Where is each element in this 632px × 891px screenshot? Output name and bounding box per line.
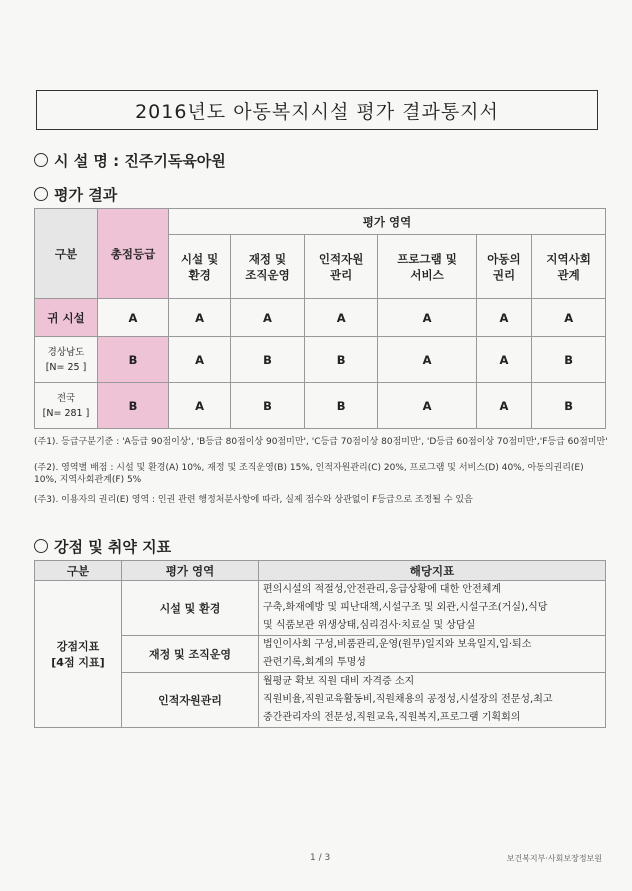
page-number: 1 / 3 <box>310 853 331 863</box>
row-sub: [N= 25 ] <box>45 361 87 373</box>
strength-area: 재정 및 조직운영 <box>122 636 259 673</box>
strength-table <box>34 560 606 728</box>
note-3: (주3). 이용자의 권리(E) 영역 : 인권 관련 행정처분사항에 따라, 실제 점수와 상관없이 F등급으로 조정될 수 있음 <box>34 495 473 505</box>
col-total-header: 총점등급 <box>98 209 169 299</box>
result-row <box>35 383 606 429</box>
indicator-line: 직원비율,직원교육활동비,직원채용의 공정성,시설장의 전문성,최고 <box>263 694 553 705</box>
strength-group-cell <box>35 581 122 728</box>
area-grade: A <box>378 383 476 429</box>
area-grade: A <box>378 337 476 383</box>
indicator-line: 중간관리자의 전문성,직원교육,직원복지,프로그램 기획회의 <box>263 712 521 723</box>
indicator-line: 법인이사회 구성,비품관리,운영(원무)일지와 보육일지,입·퇴소 <box>263 639 532 650</box>
area-header-4: 아동의 권리 <box>476 235 532 299</box>
row-name: 경상남도 <box>47 346 85 358</box>
area-grade: B <box>532 383 606 429</box>
col-area-header: 평가 영역 <box>122 561 259 581</box>
row-label <box>35 383 98 429</box>
area-header-2: 인적자원 관리 <box>304 235 378 299</box>
row-name: 전국 <box>56 392 76 404</box>
area-grade: A <box>532 299 606 337</box>
area-grade: A <box>378 299 476 337</box>
area-header-5: 지역사회 관계 <box>532 235 606 299</box>
indicator-line: 구축,화재예방 및 피난대책,시설구조 및 외관,시설구조(거실),식당 <box>263 602 548 613</box>
total-grade: A <box>98 299 169 337</box>
area-grade: A <box>304 299 378 337</box>
col-group-header: 구분 <box>35 209 98 299</box>
area-grade: B <box>304 383 378 429</box>
indicator-line: 월평균 확보 직원 대비 자격증 소지 <box>263 676 415 687</box>
result-heading <box>34 184 117 205</box>
page-title: 2016년도 아동복지시설 평가 결과통지서 <box>36 90 598 130</box>
indicator-line: 편의시설의 적절성,안전관리,응급상황에 대한 안전체계 <box>263 584 502 595</box>
footer-org: 보건복지부·사회보장정보원 <box>506 854 602 863</box>
strength-area: 인적자원관리 <box>122 673 259 728</box>
indicator-line: 관련기록,회계의 투명성 <box>263 657 366 668</box>
row-sub: [N= 281 ] <box>42 407 90 419</box>
total-grade: B <box>98 337 169 383</box>
facility-heading <box>34 150 226 171</box>
row-label <box>35 299 98 337</box>
area-header-1: 재정 및 조직운영 <box>231 235 305 299</box>
indicator-line: 및 식품보관 위생상태,심리검사·치료실 및 상담실 <box>263 620 476 631</box>
result-row <box>35 299 606 337</box>
area-header-0: 시설 및 환경 <box>169 235 231 299</box>
circle-bullet-icon <box>34 153 48 167</box>
area-grade: A <box>169 299 231 337</box>
circle-bullet-icon <box>34 187 48 201</box>
note-2: (주2). 영역별 배점 : 시설 및 환경(A) 10%, 재정 및 조직운영(B) 15%, 인적자원관리(C) 20%, 프로그램 및 서비스(D) 40%, 아동의권리(E) 10%, 지역사회관계(F) 5% <box>34 463 584 485</box>
strength-area: 시설 및 환경 <box>122 581 259 636</box>
area-grade: A <box>169 337 231 383</box>
strength-indicators <box>259 636 606 673</box>
result-table <box>34 208 606 429</box>
area-header-3: 프로그램 및 서비스 <box>378 235 476 299</box>
circle-bullet-icon <box>34 539 48 553</box>
col-group-header: 구분 <box>35 561 122 581</box>
group-label: 강점지표 <box>56 640 100 653</box>
area-grade: A <box>169 383 231 429</box>
group-sub: [4점 지표] <box>51 656 105 669</box>
col-indicator-header: 해당지표 <box>259 561 606 581</box>
strength-heading <box>34 536 171 557</box>
area-grade: A <box>476 383 532 429</box>
area-grade: B <box>304 337 378 383</box>
strength-heading-text: 강점 및 취약 지표 <box>54 538 172 556</box>
total-grade: B <box>98 383 169 429</box>
result-row <box>35 337 606 383</box>
strength-indicators <box>259 673 606 728</box>
area-grade: A <box>476 337 532 383</box>
note-1: (주1). 등급구분기준 : 'A등급 90점이상', 'B등급 80점이상 90점미만', 'C등급 70점이상 80점미만', 'D등급 60점이상 70점미만','F등급 60점미만' <box>34 437 608 447</box>
area-grade: B <box>231 383 305 429</box>
facility-name: 시 설 명 : 진주기독육아원 <box>54 152 226 170</box>
result-heading-text: 평가 결과 <box>54 186 118 204</box>
row-label <box>35 337 98 383</box>
area-grade: B <box>231 337 305 383</box>
area-grade: A <box>476 299 532 337</box>
area-grade: B <box>532 337 606 383</box>
strength-indicators <box>259 581 606 636</box>
area-grade: A <box>231 299 305 337</box>
strength-row <box>35 581 606 636</box>
row-name: 귀 시설 <box>47 310 85 325</box>
col-area-group-header: 평가 영역 <box>169 209 606 235</box>
